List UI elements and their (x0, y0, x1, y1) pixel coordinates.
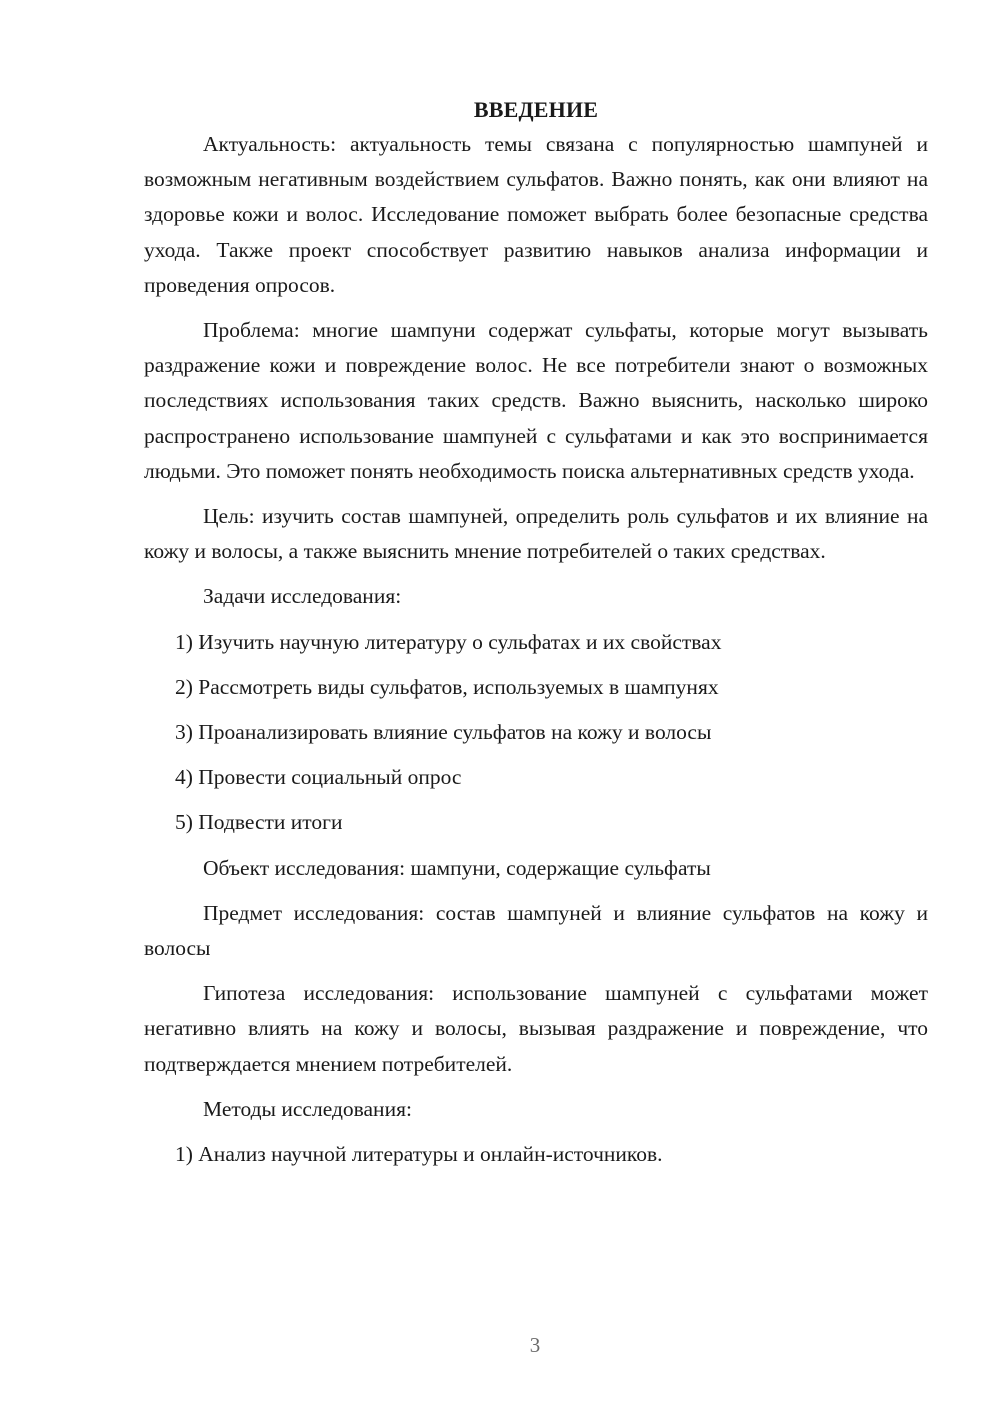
page-number: 3 (529, 1333, 541, 1357)
list-item: 3) Проанализировать влияние сульфатов на кожу и волосы (175, 720, 712, 745)
list-item: 1) Анализ научной литературы и онлайн-источников. (175, 1142, 663, 1167)
methods-heading: Методы исследования: (203, 1096, 412, 1121)
list-item: 4) Провести социальный опрос (175, 765, 462, 790)
list-item: 2) Рассмотреть виды сульфатов, используемых в шампунях (175, 674, 719, 699)
tasks-heading: Задачи исследования: (203, 584, 402, 609)
methods-list (144, 1137, 928, 1172)
list-item: 1) Изучить научную литературу о сульфатах и их свойствах (175, 629, 722, 654)
page-title: ВВЕДЕНИЕ (473, 97, 599, 122)
subject-paragraph: Предмет исследования: состав шампуней и влияние сульфатов на кожу и волосы (144, 900, 928, 961)
problem-paragraph: Проблема: многие шампуни содержат сульфаты, которые могут вызывать раздражение кожи и повреждение волос. Не все потребители знают о возможных последствиях использования таких средств. Важно выяснить, насколько широко распространено использование шампуней с сульфатами и как это воспринимается людьми. Это поможет понять необходимость поиска альтернативных средств ухода. (144, 318, 928, 483)
document-page (144, 92, 928, 1172)
object-paragraph: Объект исследования: шампуни, содержащие сульфаты (203, 855, 711, 880)
relevance-paragraph: Актуальность: актуальность темы связана с популярностью шампуней и возможным негативным воздействием сульфатов. Важно понять, как они влияют на здоровье кожи и волос. Исследование поможет выбрать более безопасные средства ухода. Также проект способствует развитию навыков анализа информации и проведения опросов. (144, 132, 928, 297)
goal-paragraph: Цель: изучить состав шампуней, определить роль сульфатов и их влияние на кожу и волосы, а также выяснить мнение потребителей о таких средствах. (144, 504, 928, 564)
list-item: 5) Подвести итоги (175, 810, 343, 835)
tasks-list (144, 625, 928, 841)
hypothesis-paragraph: Гипотеза исследования: использование шампуней с сульфатами может негативно влиять на кожу и волосы, вызывая раздражение и повреждение, что подтверждается мнением потребителей. (144, 981, 928, 1076)
